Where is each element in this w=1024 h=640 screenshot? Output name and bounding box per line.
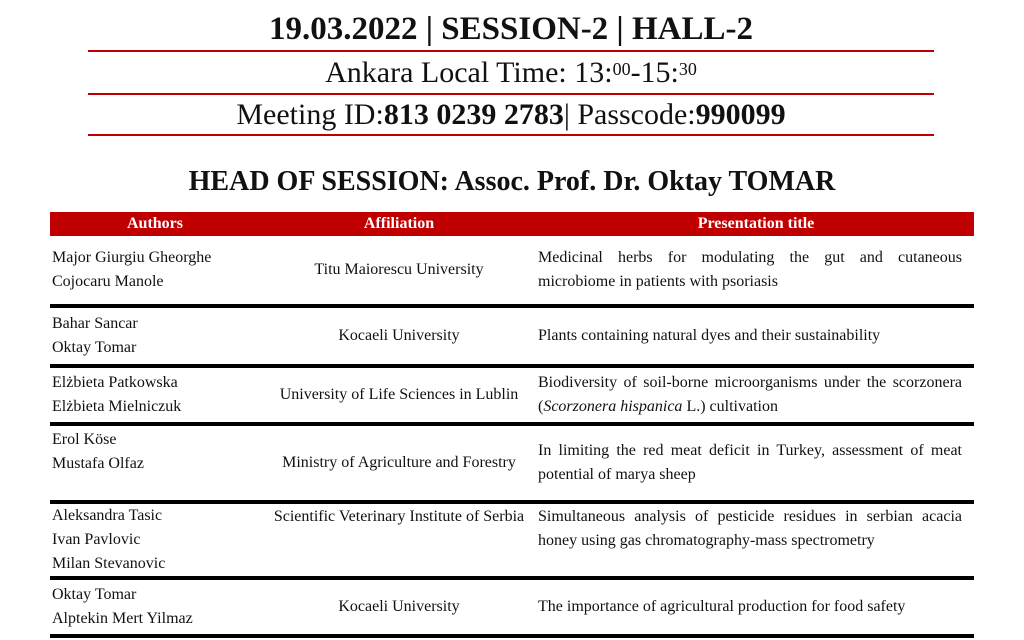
time-prefix: Ankara Local Time: 13: [325,55,613,89]
affiliation-cell: Kocaeli University [260,578,538,636]
table-header-row [50,212,974,236]
column-header-authors: Authors [50,212,260,236]
author: Cojocaru Manole [52,273,164,290]
author: Elżbieta Mielniczuk [52,398,182,415]
local-time [88,52,934,95]
title-text-end: L.) cultivation [682,398,778,415]
affiliation-cell: Ministry of Agriculture and Forestry [260,424,538,502]
author: Bahar Sancar [52,315,138,332]
author: Oktay Tomar [52,586,137,603]
authors-cell [50,306,260,366]
authors-cell [50,578,260,636]
presentation-title-cell: Plants containing natural dyes and their sustainability [538,306,974,366]
passcode-label: | Passcode: [563,97,696,131]
affiliation-cell: Titu Maiorescu University [260,236,538,306]
presentation-title-cell: In limiting the red meat deficit in Turkey, assessment of meat potential of marya sheep [538,424,974,502]
meeting-id[interactable]: 813 0239 2783 [383,97,564,131]
affiliation-cell: Scientific Veterinary Institute of Serbia [260,502,538,578]
passcode[interactable]: 990099 [695,97,786,131]
table-row [50,236,974,306]
authors-cell [50,366,260,424]
affiliation-cell: Kocaeli University [260,306,538,366]
authors-cell [50,236,260,306]
table-row [50,424,974,502]
table-row [50,502,974,578]
presentation-title-cell: The importance of agricultural production for food safety [538,578,974,636]
meeting-id-label: Meeting ID: [236,97,384,131]
author: Aleksandra Tasic [52,507,163,524]
author: Major Giurgiu Gheorghe [52,249,212,266]
author: Mustafa Olfaz [52,455,144,472]
presentation-title-cell: Simultaneous analysis of pesticide residues in serbian acacia honey using gas chromatography-mass spectrometry [538,502,974,578]
author: Elżbieta Patkowska [52,374,178,391]
time-separator: -15: [630,55,679,89]
authors-cell [50,424,260,502]
head-of-session: HEAD OF SESSION: Assoc. Prof. Dr. Oktay TOMAR [188,166,836,197]
time-end-minutes: 30 [678,58,697,79]
time-start-minutes: 00 [612,58,631,79]
author: Alptekin Mert Yilmaz [52,610,193,627]
table-row [50,366,974,424]
title-italic-species: Scorzonera hispanica [543,398,683,415]
session-table [50,212,974,638]
meeting-info [88,95,934,136]
session-date-hall: 19.03.2022 | SESSION-2 | HALL-2 [88,0,934,52]
author: Oktay Tomar [52,339,137,356]
author: Milan Stevanovic [52,555,166,572]
presentation-title-cell [538,366,974,424]
presentation-title-cell: Medicinal herbs for modulating the gut and cutaneous microbiome in patients with psoriasis [538,236,974,306]
column-header-title: Presentation title [538,212,974,236]
column-header-affiliation: Affiliation [260,212,538,236]
affiliation-cell: University of Life Sciences in Lublin [260,366,538,424]
table-row [50,306,974,366]
author: Erol Köse [52,431,117,448]
table-row [50,578,974,636]
author: Ivan Pavlovic [52,531,141,548]
title-text: Biodiversity of soil-borne microorganisms under the scorzonera ( [538,374,962,415]
authors-cell [50,502,260,578]
session-header [88,0,934,136]
